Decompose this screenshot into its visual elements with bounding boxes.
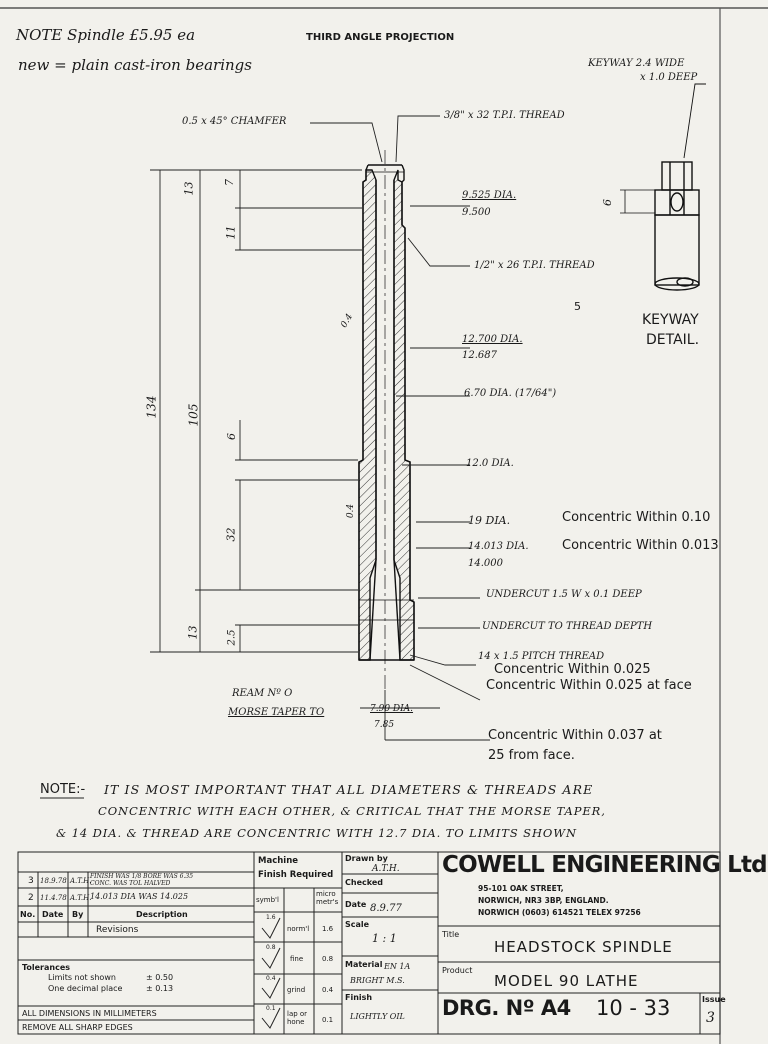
finish-title-2: Finish Required [258, 870, 334, 880]
rev-header-by: By [72, 910, 84, 919]
address-line-1: 95-101 OAK STREET, [478, 884, 564, 893]
note-line-2: CONCENTRIC WITH EACH OTHER, & CRITICAL THAT THE MORSE TAPER, [98, 804, 606, 818]
finish-sym-1: 1.6 [266, 914, 276, 921]
rev-header-desc: Description [136, 910, 188, 919]
remove-edges-note: REMOVE ALL SHARP EDGES [22, 1023, 133, 1032]
finish-val-3: 0.4 [322, 986, 334, 994]
dim-6: 6 [225, 433, 238, 440]
callout-dia-670: 6.70 DIA. (17/64") [464, 388, 557, 399]
finish-name-1: norm'l [287, 925, 310, 933]
rev-header-date: Date [42, 910, 64, 919]
product-value: MODEL 90 LATHE [494, 972, 639, 990]
finish-symb-header: symb'l [256, 896, 279, 904]
product-label: Product [442, 966, 473, 975]
callout-thread-half: 1/2" x 26 T.P.I. THREAD [474, 260, 595, 271]
callout-from-face: 25 from face. [488, 748, 575, 763]
rev-2-by: A.T.H. [70, 894, 92, 902]
date-label: Date [345, 900, 367, 909]
callout-small-04a: 0.4 [339, 312, 356, 330]
handwritten-note-price: NOTE Spindle £5.95 ea [16, 26, 196, 44]
finish-val-4: 0.1 [322, 1016, 334, 1024]
handwritten-note-bearings: new = plain cast-iron bearings [18, 56, 252, 74]
finish-name-4: lap or hone [287, 1010, 308, 1026]
callout-dia-19: 19 DIA. [468, 514, 511, 527]
callout-thread-top: 3/8" x 32 T.P.I. THREAD [444, 110, 565, 121]
rev-2-desc-1: 14.013 DIA WAS 14.025 [90, 892, 189, 901]
finish-sym-4: 0.1 [266, 1005, 276, 1012]
finish-sym-2: 0.8 [266, 944, 276, 951]
drawing-number-label: DRG. Nº A4 [442, 996, 571, 1020]
scale-label: Scale [345, 920, 370, 929]
finish-label: Finish [345, 993, 373, 1002]
callout-ream: REAM Nº O [232, 688, 293, 699]
finish-value: LIGHTLY OIL [350, 1012, 405, 1021]
projection-label: THIRD ANGLE PROJECTION [306, 32, 455, 43]
rev-2-date: 11.4.78 [40, 894, 67, 902]
callout-dia-12700: 12.700 DIA. [462, 334, 523, 345]
issue-label: Issue [702, 995, 726, 1004]
drawing-number-value: 10 - 33 [596, 996, 671, 1020]
title-label: Title [442, 930, 460, 939]
dim-134: 134 [144, 395, 159, 419]
callout-dia-785: 7.85 [374, 720, 395, 730]
dim-105: 105 [186, 403, 201, 427]
note-label: NOTE:- [40, 782, 86, 797]
material-value-2: BRIGHT M.S. [350, 976, 405, 985]
dim-11: 11 [224, 225, 238, 240]
finish-name-2: fine [290, 955, 304, 963]
rev-header-no: No. [20, 910, 36, 919]
tolerances-line-2: One decimal place [48, 984, 123, 993]
material-label: Material [345, 960, 383, 969]
rev-header-title: Revisions [96, 925, 139, 935]
finish-val-2: 0.8 [322, 955, 334, 963]
callout-morse: MORSE TAPER TO [228, 707, 325, 718]
date-value: 8.9.77 [370, 903, 402, 914]
rev-3-date: 18.9.78 [40, 877, 67, 885]
rev-3-by: A.T.H. [70, 877, 92, 885]
material-value-1: EN 1A [384, 962, 411, 971]
callout-dia-14013: 14.013 DIA. [468, 541, 529, 552]
issue-value: 3 [706, 1010, 715, 1026]
title-value: HEADSTOCK SPINDLE [494, 938, 673, 956]
callout-dia-790: 7.90 DIA. [370, 704, 414, 714]
rev-3-desc-2: CONC. WAS TOL HALVED [90, 880, 171, 887]
drawn-by-label: Drawn by [345, 854, 388, 863]
rev-2-no: 2 [28, 893, 34, 903]
tolerances-val-1: ± 0.50 [146, 973, 174, 982]
callout-dia-120: 12.0 DIA. [466, 458, 514, 469]
checked-label: Checked [345, 878, 383, 887]
finish-val-1: 1.6 [322, 925, 334, 933]
finish-sym-3: 0.4 [266, 975, 276, 982]
scale-value: 1 : 1 [372, 932, 397, 945]
callout-concentric-0013: Concentric Within 0.013 [562, 538, 719, 553]
dim-2-5: 2.5 [226, 629, 238, 646]
finish-title-1: Machine [258, 856, 299, 866]
drawn-by-value: A.T.H. [372, 864, 400, 874]
note-line-1: IT IS MOST IMPORTANT THAT ALL DIAMETERS & THREADS ARE [104, 782, 594, 797]
address-line-2: NORWICH, NR3 3BP, ENGLAND. [478, 896, 609, 905]
keyway-label-1: KEYWAY 2.4 WIDE [588, 58, 685, 69]
company-name: COWELL ENGINEERING Ltd [442, 852, 767, 878]
callout-small-04b: 0.4 [346, 503, 357, 519]
spindle-section [359, 165, 414, 660]
rev-3-desc-1: FINISH WAS 1/8 BORE WAS 6.35 [90, 873, 194, 880]
callout-dia-14000: 14.000 [468, 558, 503, 569]
callout-undercut-1: UNDERCUT 1.5 W x 0.1 DEEP [486, 589, 642, 600]
dim-13-bottom: 13 [186, 625, 200, 640]
note-line-3: & 14 DIA. & THREAD ARE CONCENTRIC WITH 12.7 DIA. TO LIMITS SHOWN [56, 826, 577, 840]
all-dimensions-note: ALL DIMENSIONS IN MILLIMETERS [22, 1009, 157, 1018]
keyway-dim-6: 6 [601, 199, 614, 206]
callout-concentric-010: Concentric Within 0.10 [562, 510, 711, 525]
callout-pitch-thread: 14 x 1.5 PITCH THREAD [478, 651, 605, 662]
keyway-title-1: KEYWAY [642, 312, 699, 328]
tolerances-title: Tolerances [22, 963, 71, 972]
callout-dia-9500: 9.500 [462, 207, 491, 218]
callout-concentric-0025-face: Concentric Within 0.025 at face [486, 678, 692, 693]
rev-3-no: 3 [28, 876, 34, 886]
callout-small-5: 5 [574, 300, 581, 313]
callout-chamfer: 0.5 x 45° CHAMFER [182, 116, 287, 127]
dim-7: 7 [223, 179, 236, 186]
finish-micro-header: micro metr's [316, 890, 339, 906]
finish-name-3: grind [287, 986, 306, 994]
callout-dia-12687: 12.687 [462, 350, 497, 361]
address-line-3: NORWICH (0603) 614521 TELEX 97256 [478, 908, 641, 917]
callout-dia-9525: 9.525 DIA. [462, 190, 517, 201]
callout-concentric-0025: Concentric Within 0.025 [494, 662, 651, 677]
tolerances-line-1: Limits not shown [48, 973, 116, 982]
dim-32: 32 [224, 527, 238, 542]
keyway-label-2: x 1.0 DEEP [640, 72, 698, 83]
tolerances-val-2: ± 0.13 [146, 984, 174, 993]
callout-concentric-0037: Concentric Within 0.037 at [488, 728, 662, 743]
dim-13-top: 13 [182, 181, 196, 196]
keyway-detail [620, 84, 706, 290]
keyway-title-2: DETAIL. [646, 332, 700, 348]
callout-undercut-2: UNDERCUT TO THREAD DEPTH [482, 621, 653, 632]
